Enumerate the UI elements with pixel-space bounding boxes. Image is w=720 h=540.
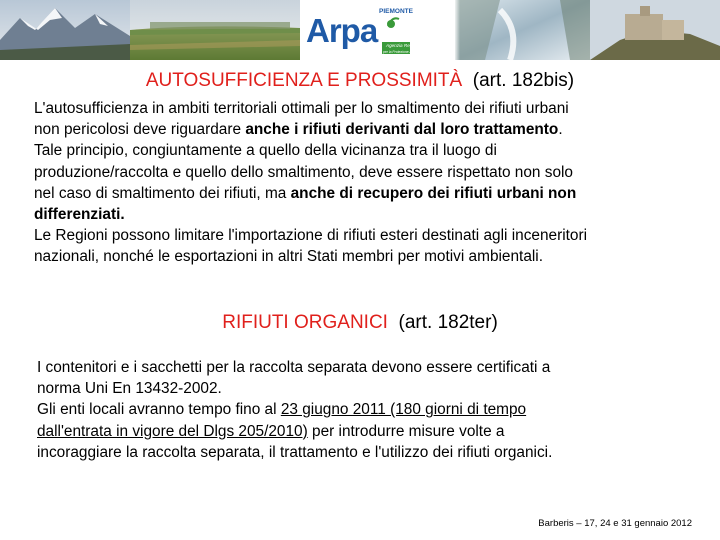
emphasis-text: anche i rifiuti derivanti dal loro trattamento <box>245 121 559 139</box>
body-line <box>34 162 694 183</box>
section1-body <box>34 98 694 268</box>
section1-title <box>0 70 720 92</box>
body-text: incoraggiare la raccolta separata, il trattamento e l'utilizzo dei rifiuti organici. <box>37 443 553 461</box>
section2-title-ref: (art. 182ter) <box>398 312 498 333</box>
section2-title <box>0 312 720 334</box>
logo-region: PIEMONTE <box>379 8 413 15</box>
body-line <box>34 140 694 161</box>
body-line <box>34 204 694 225</box>
logo-brand: Arpa <box>306 12 378 49</box>
logo-tagline-2: per la Protezione Ambientale <box>383 50 427 54</box>
body-text: L'autosufficienza in ambiti territoriali ottimali per lo smaltimento dei rifiuti urbani <box>34 100 569 117</box>
body-line <box>37 399 677 420</box>
body-line <box>34 246 694 267</box>
body-text: per introdurre misure volte a <box>307 422 505 440</box>
footer-credit: Barberis – 17, 24 e 31 gennaio 2012 <box>538 518 692 529</box>
section1-title-ref: (art. 182bis) <box>472 70 575 91</box>
body-text: I contenitori e i sacchetti per la raccolta separata devono essere certificati a <box>37 359 551 376</box>
logo-tagline-1: Agenzia Regionale <box>386 43 425 48</box>
body-line <box>37 421 677 442</box>
body-line <box>34 183 694 204</box>
section1-title-highlight: AUTOSUFFICIENZA E PROSSIMITÀ <box>145 70 463 91</box>
body-line <box>34 225 694 246</box>
body-text: produzione/raccolta e quello dello smaltimento, deve essere rispettato non solo <box>34 163 573 181</box>
body-line <box>37 357 677 378</box>
emphasis-text: differenziati. <box>34 206 125 224</box>
body-line <box>37 378 677 399</box>
emphasis-text: anche di recupero dei rifiuti urbani non <box>290 184 577 202</box>
body-line <box>37 442 677 463</box>
body-line <box>34 119 694 140</box>
body-text: Le Regioni possono limitare l'importazione di rifiuti esteri destinati agli inceneritori <box>34 227 587 245</box>
body-line <box>34 98 694 119</box>
body-text: Gli enti locali avranno tempo fino al <box>37 401 281 419</box>
section2-body <box>37 357 677 463</box>
body-text: norma Uni En 13432-2002. <box>37 380 222 398</box>
underlined-text: 23 giugno 2011 (180 giorni di tempo <box>280 401 527 419</box>
body-text: non pericolosi deve riguardare <box>34 121 246 139</box>
underlined-text: dall'entrata in vigore del Dlgs 205/2010) <box>37 422 308 440</box>
arpa-logo <box>300 4 427 58</box>
body-text: Tale principio, congiuntamente a quello della vicinanza tra il luogo di <box>34 142 497 160</box>
body-text: nazionali, nonché le esportazioni in altri Stati membri per motivi ambientali. <box>34 248 543 266</box>
body-text: . <box>558 121 563 139</box>
section2-title-highlight: RIFIUTI ORGANICI <box>222 312 388 333</box>
body-text: nel caso di smaltimento dei rifiuti, ma <box>34 184 291 202</box>
